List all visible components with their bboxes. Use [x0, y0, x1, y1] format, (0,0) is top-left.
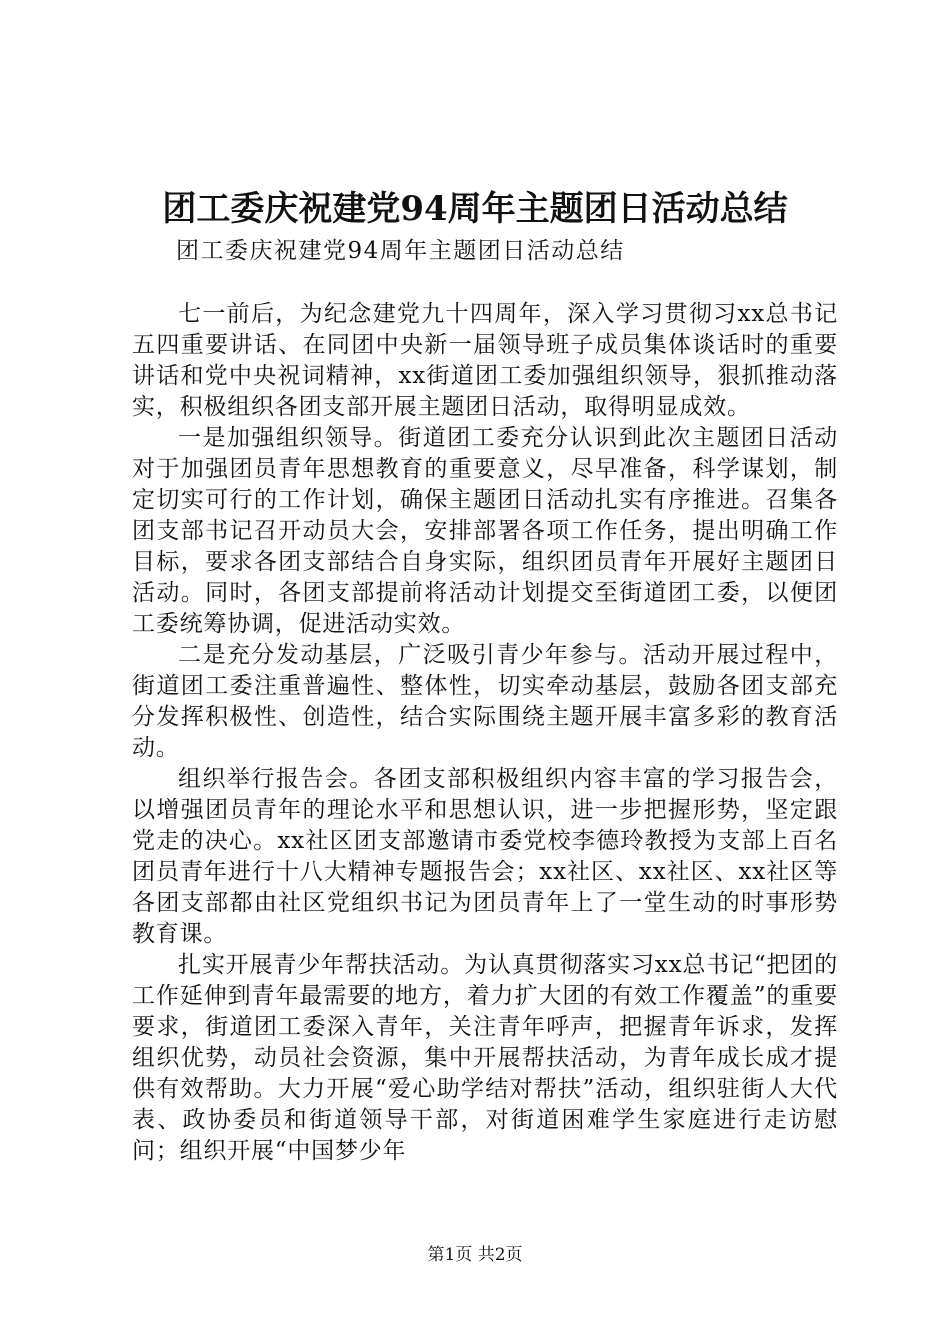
paragraph: 扎实开展青少年帮扶活动。为认真贯彻落实习xx总书记“把团的工作延伸到青年最需要的地方，着力扩大团的有效工作覆盖”的重要要求，街道团工委深入青年，关注青年呼声，把握青年诉求，发挥组织优势，动员社会资源，集中开展帮扶活动，为青年成长成才提供有效帮助。大力开展“爱心助学结对帮扶”活动，组织驻街人大代表、政协委员和街道领导干部，对街道困难学生家庭进行走访慰问；组织开展“中国梦少年	[132, 952, 838, 1164]
document-subtitle: 团工委庆祝建党94周年主题团日活动总结	[176, 238, 625, 264]
paragraph: 七一前后，为纪念建党九十四周年，深入学习贯彻习xx总书记五四重要讲话、在同团中央新一届领导班子成员集体谈话时的重要讲话和党中央祝词精神，xx街道团工委加强组织领导，狠抓推动落实，积极组织各团支部开展主题团日活动，取得明显成效。	[132, 301, 838, 420]
paragraph: 一是加强组织领导。街道团工委充分认识到此次主题团日活动对于加强团员青年思想教育的重要意义，尽早准备，科学谋划，制定切实可行的工作计划，确保主题团日活动扎实有序推进。召集各团支部书记召开动员大会，安排部署各项工作任务，提出明确工作目标，要求各团支部结合自身实际，组织团员青年开展好主题团日活动。同时，各团支部提前将活动计划提交至街道团工委，以便团工委统筹协调，促进活动实效。	[132, 425, 838, 637]
page-number-footer: 第1页 共2页	[427, 1245, 523, 1265]
document-title: 团工委庆祝建党94周年主题团日活动总结	[162, 189, 788, 229]
paragraph: 二是充分发动基层，广泛吸引青少年参与。活动开展过程中，街道团工委注重普遍性、整体性，切实牵动基层，鼓励各团支部充分发挥积极性、创造性，结合实际围绕主题开展丰富多彩的教育活动。	[132, 642, 838, 761]
paragraph: 组织举行报告会。各团支部积极组织内容丰富的学习报告会，以增强团员青年的理论水平和思想认识，进一步把握形势，坚定跟党走的决心。xx社区团支部邀请市委党校李德玲教授为支部上百名团员青年进行十八大精神专题报告会；xx社区、xx社区、xx社区等各团支部都由社区党组织书记为团员青年上了一堂生动的时事形势教育课。	[132, 766, 838, 947]
document-body	[132, 299, 838, 1167]
